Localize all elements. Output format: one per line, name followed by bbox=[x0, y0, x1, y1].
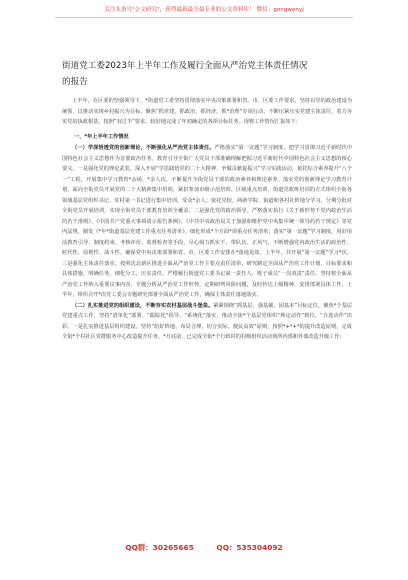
intro-paragraph: 上半年，在区委的坚强领导下，*街道党工委坚持贯彻落实中央决策部署和省、市、区委工作要求，坚持以党的政治建设为统领，以推动实现乡村振兴为目标，聚焦“抓党建，抓政治，抓经济，抓*治理”专项行动，不断压紧压实党建主体责任，着力夯实党的执政根基，按照“双过半”要求，较好地完成了年初确定的各项目标任务。现将工作情况汇报如下： bbox=[62, 98, 352, 125]
footer-qq: QQ：535304092 bbox=[216, 543, 283, 552]
subsection-2 bbox=[62, 301, 352, 343]
document-body bbox=[62, 58, 352, 343]
subsection-2-body: 紧紧围绕“抓基层、强基础、固基本”目标定位，聚焦*个基层党建重点工作，坚持“清单化”部署、“跟踪化”指导、“系统化”落实，推动全街*个基层党组织“规定动作”到位、“自选动作”出彩。一是扎实推进基层组织建设。坚持“给好阵地、布局合理、切合实际、便民高效”原则，按照*+*+*的提升改造原则，完成全街*个村社区党群服务中心改造提升任务。*月底前，已完成全街*个行政村的村级组织活动场所内部和外部改造升级工作； bbox=[62, 302, 352, 340]
subsection-1-heading: （一）学深悟透党的创新理论，不断强化从严治党主体责任。 bbox=[72, 145, 215, 151]
footer-qq-group: QQ群：30265665 bbox=[125, 543, 194, 552]
section-heading-1: 一、*年上半年工作情况 bbox=[74, 133, 129, 140]
report-text bbox=[62, 96, 352, 343]
contact-footer bbox=[0, 542, 408, 553]
title-line-1: 街道党工委2023年上半年工作及履行全面从严治党主体责任情况 bbox=[62, 61, 308, 71]
title-line-2: 的报告 bbox=[62, 77, 88, 87]
subsection-2-heading: （二）扎实推进党的组织建设，不断夯实农村基层战斗堡垒。 bbox=[72, 302, 214, 309]
top-banner: 关注头条号"公文研究"，获得最新最全最专业的公文资料库！ 微信：gongwenyj bbox=[55, 4, 353, 18]
subsection-1 bbox=[62, 143, 352, 301]
document-title bbox=[62, 58, 352, 90]
subsection-1-body: 严格落实“第一议题”学习制度，把学习贯彻习近平新时代中国特色社会主义思想作为首要政治任务。教育引导全街广大党员干部准确理解把握习近平新时代中国特色社会主义思想的核心要义。一是强化党的理论武装，深入开展“学思践悟党的二十大精神、争做贡献促振兴”学习实践活动，依托综合素养提升“八个一”工程，开展集中学习教育*余场、*余人次，不断提升全街党员干部的政治素养和理论素养。落实党的创新理论学习教育计划，面向全街党员开展党的二十大精神集中培训，紧扣参加市级示范培训、区级重点培训、街道党政班培训的方式组织全街各领域基层党组织书记、驻村第一书记进行集中培训，受众*余人；依托党校、两新学院、街道和各村社阵地分学习，分期分批对全街党员开展培训，实现全街党员干部教育培训全覆盖。二是强化党的政治领导。严格落实执行《关于新形势下党内政治生活的若干准则》、《中国共产党重大事项请示报告条例》、《中共中央政治局关于加强和维护党中央集中统一领导的若干规定》等党内法规，制发《*年*街道基层党建工作重点任务清单》，细化形成*个方面*项重点任务清单；落实“第一议题”学习制度，用好用活教育引导、制度约束、考核评价、监督检查等手段，尽心竭力抓实干、带队伍、正风气，不断增强党内政治生活的政治性、时代性、原则性、战斗性，确保党中央决策部署和省、市、区委工作安排在*落地见效。上半年，共开展“第一议题”学习*次。三是强化主体责任落实。按照沈北新区推进全面从严治党工作主要点责任清单，研究制定全面从严治党工作计划、目标要求和具体措施，明确任务，细化分工，压实责任。严格履行街道党工委书记第一责任人、班子成员“一岗双责”责任。坚持将全面从严治党工作纳入重要议事内容，专题分析从严治党工作形势，定期研判风险问题，及时传达上级精神，安排部署具体工作。上半年，组织召开*次党工委会专题研究部署全面从严治党工作，确保主体责任落地落实。 bbox=[62, 145, 352, 298]
